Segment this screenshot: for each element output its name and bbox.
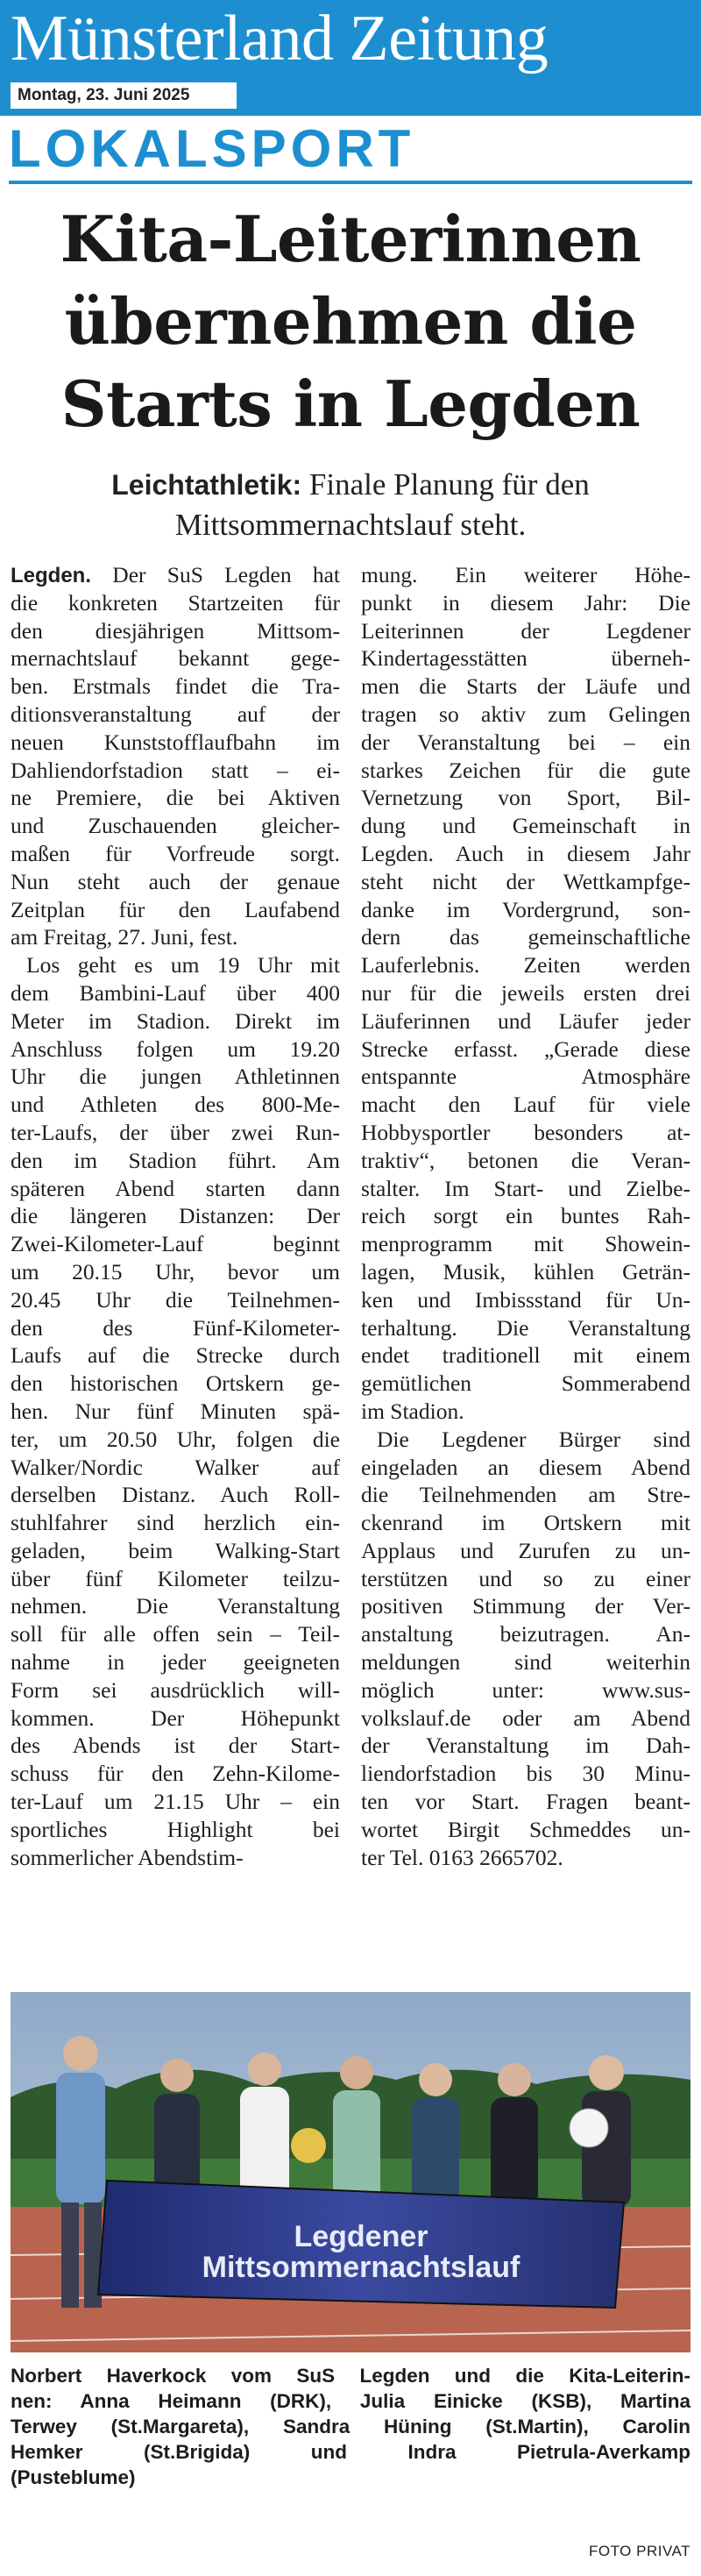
article-line: am Freitag, 27. Juni, fest. [11,924,238,950]
article-line: sommerlicher Abendstim- [11,1844,244,1870]
article-line: die längeren Distanzen: Der [11,1203,340,1229]
article-line: kommen. Der Höhepunkt [11,1704,340,1731]
article-line: anstaltung beizutragen. An- [361,1621,690,1647]
article-line: Applaus und Zurufen zu un- [361,1537,690,1563]
article-line: Vernetzung von Sport, Bil- [361,785,690,811]
article-line: dung und Gemeinschaft in [361,813,690,839]
article-line: Form sei ausdrücklich will- [11,1676,340,1703]
photo-credit: FOTO PRIVAT [588,2543,690,2559]
article-line: maßen für Vorfreude sorgt. [11,840,340,866]
article-line: entspannte Atmosphäre [361,1064,690,1090]
article-line: der Veranstaltung im Dah- [361,1733,690,1759]
article-line: Nun steht auch der genaue [11,868,340,894]
article-line: neuen Kunststofflaufbahn im [11,729,340,755]
article-line: wortet Birgit Schmeddes un- [361,1816,690,1842]
article-line: Zeitplan für den Laufabend [11,896,340,922]
issue-date: Montag, 23. Juni 2025 [18,86,190,104]
article-line: volkslauf.de oder am Abend [361,1704,690,1731]
article-line: punkt in diesem Jahr: Die [361,589,690,616]
article-line: meldungen sind weiterhin [361,1649,690,1676]
article-line: stuhlfahrer sind herzlich ein- [11,1510,340,1536]
caption-line: Terwey (St.Margareta), Sandra Hüning (St.Martin), Carolin [11,2416,690,2437]
article-line: Strecke erfasst. „Gerade diese [361,1035,690,1062]
article-dateline: Legden. [11,564,92,587]
article-line: traktiv“, betonen die Veran- [361,1147,690,1173]
article-line: dem Bambini-Lauf über 400 [11,979,340,1006]
article-line: starkes Zeichen für die gute [361,757,690,783]
photo-caption [11,2363,690,2490]
article-line: Los geht es um 19 Uhr mit [26,952,340,978]
article-line: um 20.15 Uhr, bevor um [11,1258,340,1284]
article-column-right [361,561,690,1871]
article-line: mung. Ein weiterer Höhe- [361,562,690,587]
article-line: menprogramm mit Showein- [361,1231,690,1257]
article-line: terhaltung. Die Veranstaltung [361,1314,690,1341]
event-banner [98,2181,624,2308]
article-line: Die Legdener Bürger sind [377,1426,690,1452]
article-line: gemütlichen Sommerabend [361,1370,690,1397]
article-photo [11,1992,690,2352]
article-line-text: Der SuS Legden hat [112,562,340,587]
article-line: den des Fünf-Kilometer- [11,1314,340,1341]
article-line: möglich unter: www.sus- [361,1676,690,1703]
article-line: derselben Distanz. Auch Roll- [11,1482,340,1508]
section-divider [9,181,692,184]
article-line [11,561,340,589]
masthead [0,0,701,116]
article-line: endet traditionell mit einem [361,1342,690,1369]
headline-line: Kita-Leiterinnen [60,202,641,276]
issue-date-box [11,82,237,109]
article-line: tragen so aktiv zum Gelingen [361,701,690,727]
article-line: terstützen und so zu einer [361,1565,690,1591]
headline-line: Starts in Legden [60,366,641,441]
article-line: Dahliendorfstadion statt – ei- [11,757,340,783]
article-line: den diesjährigen Mittsom- [11,617,340,644]
article-line: nur für die jeweils ersten drei [361,979,690,1006]
subheadline-kicker: Leichtathletik: [111,469,302,501]
article-line: über fünf Kilometer teilzu- [11,1565,340,1591]
article-line: ditionsveranstaltung auf der [11,701,340,727]
article-line: die Teilnehmenden am Stre- [361,1482,690,1508]
banner-text: Legdener [294,2220,428,2253]
article-line: ter Tel. 0163 2665702. [361,1844,563,1870]
subheadline-text: Finale Planung für den [308,467,590,502]
article-line: Läuferinnen und Läufer jeder [361,1007,690,1034]
article-line: Laufs auf die Strecke durch [11,1342,340,1369]
article-line: des Abends ist der Start- [11,1733,340,1759]
article-line: und Athleten des 800-Me- [11,1092,340,1118]
subheadline-text: Mittsommernachtslauf steht. [174,508,527,542]
article-line: eingeladen an diesem Abend [361,1454,690,1480]
caption-line: Hemker (St.Brigida) und Indra Pietrula-Averkamp [11,2441,690,2463]
article-line: ten vor Start. Fragen beant- [361,1789,690,1815]
article-line: hen. Nur fünf Minuten spä- [11,1398,340,1424]
article-line: dern das gemeinschaftliche [361,924,690,950]
article-line: positiven Stimmung der Ver- [361,1593,690,1619]
article-line: Leiterinnen der Legdener [361,617,690,644]
newspaper-title: Münsterland Zeitung [11,3,549,75]
article-column-left [11,561,340,1871]
article-line: steht nicht der Wettkampfge- [361,868,690,894]
article-line: 20.45 Uhr die Teilnehmen- [11,1286,340,1313]
article-subheadline [18,465,683,545]
article-line: Walker/Nordic Walker auf [11,1454,340,1480]
article-line: danke im Vordergrund, son- [361,896,690,922]
article-line: geladen, beim Walking-Start [11,1537,340,1563]
article-line: sportliches Highlight bei [11,1816,340,1842]
caption-line: (Pusteblume) [11,2466,136,2488]
article-line: Kindertagesstätten überneh- [361,645,690,672]
article-line: nahme in jeder geeigneten [11,1649,340,1676]
article-line: den im Stadion führt. Am [11,1147,340,1173]
article-line: Zwei-Kilometer-Lauf beginnt [11,1231,340,1257]
article-line: ken und Imbissstand für Un- [361,1286,690,1313]
article-line: und Zuschauenden gleicher- [11,813,340,839]
article-line: ne Premiere, die bei Aktiven [11,785,340,811]
article-line: reich sorgt ein buntes Rah- [361,1203,690,1229]
article-headline [18,198,683,445]
article-line: späteren Abend starten dann [11,1175,340,1201]
group-photo-illustration [11,1992,690,2352]
article-line: ter-Laufs, der über zwei Run- [11,1119,340,1145]
caption-line: Norbert Haverkock vom SuS Legden und die Kita-Leiterin- [11,2365,690,2387]
article-line: ben. Erstmals findet die Tra- [11,673,340,700]
article-line: Legden. Auch in diesem Jahr [361,840,690,866]
article-line: men die Starts der Läufe und [361,673,690,700]
headline-line: übernehmen die [64,284,637,359]
article-line: den historischen Ortskern ge- [11,1370,340,1397]
caption-line: nen: Anna Heimann (DRK), Julia Einicke (KSB), Martina [11,2390,690,2412]
article-line: der Veranstaltung bei – ein [361,729,690,755]
article-line: stalter. Im Start- und Zielbe- [361,1175,690,1201]
article-line: Uhr die jungen Athletinnen [11,1064,340,1090]
article-line: Lauferlebnis. Zeiten werden [361,952,690,978]
article-line: ter-Lauf um 21.15 Uhr – ein [11,1789,340,1815]
article-line: nehmen. Die Veranstaltung [11,1593,340,1619]
article-line: ter, um 20.50 Uhr, folgen die [11,1426,340,1452]
article-line: mernachtslauf bekannt gege- [11,645,340,672]
article-line: ckenrand im Ortskern mit [361,1510,690,1536]
article-line: schuss für den Zehn-Kilome- [11,1761,340,1787]
article-line: Anschluss folgen um 19.20 [11,1035,340,1062]
article-line: Hobbysportler besonders at- [361,1119,690,1145]
article-line: macht den Lauf für viele [361,1092,690,1118]
article-line: liendorfstadion bis 30 Minu- [361,1761,690,1787]
article-line: lagen, Musik, kühlen Geträn- [361,1258,690,1284]
article-line: die konkreten Startzeiten für [11,589,340,616]
article-line: soll für alle offen sein – Teil- [11,1621,340,1647]
section-title: LOKALSPORT [9,119,415,178]
banner-text: Mittsommernachtslauf [202,2251,520,2284]
article-line: Meter im Stadion. Direkt im [11,1007,340,1034]
article-line: im Stadion. [361,1398,464,1424]
